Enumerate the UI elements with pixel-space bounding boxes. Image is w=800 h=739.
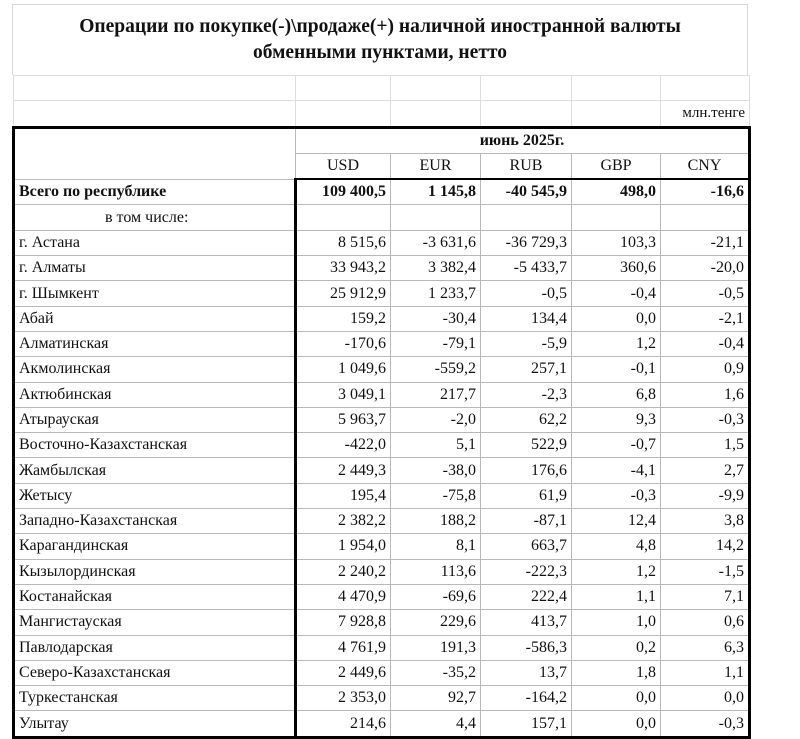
subheader-label: в том числе: bbox=[14, 205, 296, 230]
value-cell: 2 353,0 bbox=[296, 686, 391, 711]
value-cell: -35,2 bbox=[391, 660, 481, 685]
value-cell: 2,7 bbox=[661, 458, 750, 483]
table-row bbox=[14, 357, 750, 382]
value-cell: 360,6 bbox=[572, 256, 661, 281]
value-cell: 7,1 bbox=[661, 584, 750, 609]
row-label: Костанайская bbox=[14, 584, 296, 609]
unit-row bbox=[14, 101, 750, 127]
table-row bbox=[14, 711, 750, 737]
value-cell: -40 545,9 bbox=[481, 179, 572, 205]
value-cell: 2 240,2 bbox=[296, 559, 391, 584]
row-label: Всего по республике bbox=[14, 179, 296, 205]
value-cell: -20,0 bbox=[661, 256, 750, 281]
value-cell: 4 470,9 bbox=[296, 584, 391, 609]
value-cell: 217,7 bbox=[391, 382, 481, 407]
value-cell: 5 963,7 bbox=[296, 407, 391, 432]
value-cell: 0,0 bbox=[572, 711, 661, 737]
row-label: г. Алматы bbox=[14, 256, 296, 281]
value-cell: 1,8 bbox=[572, 660, 661, 685]
value-cell: -222,3 bbox=[481, 559, 572, 584]
value-cell: 25 912,9 bbox=[296, 281, 391, 306]
value-cell: -79,1 bbox=[391, 331, 481, 356]
table-row bbox=[14, 635, 750, 660]
value-cell: -1,5 bbox=[661, 559, 750, 584]
value-cell: 159,2 bbox=[296, 306, 391, 331]
value-cell: -30,4 bbox=[391, 306, 481, 331]
value-cell: -3 631,6 bbox=[391, 230, 481, 255]
value-cell: 8 515,6 bbox=[296, 230, 391, 255]
row-label: Алматинская bbox=[14, 331, 296, 356]
value-cell: -75,8 bbox=[391, 483, 481, 508]
row-label: Жамбылская bbox=[14, 458, 296, 483]
row-label: Атырауская bbox=[14, 407, 296, 432]
row-label: Туркестанская bbox=[14, 686, 296, 711]
value-cell: 1,1 bbox=[661, 660, 750, 685]
value-cell: 157,1 bbox=[481, 711, 572, 737]
table-row bbox=[14, 331, 750, 356]
value-cell: 1 049,6 bbox=[296, 357, 391, 382]
value-cell: -0,3 bbox=[661, 407, 750, 432]
value-cell: -0,5 bbox=[661, 281, 750, 306]
value-cell: -0,3 bbox=[572, 483, 661, 508]
value-cell: 62,2 bbox=[481, 407, 572, 432]
value-cell: 7 928,8 bbox=[296, 610, 391, 635]
row-label: Акмолинская bbox=[14, 357, 296, 382]
value-cell: 229,6 bbox=[391, 610, 481, 635]
value-cell: 13,7 bbox=[481, 660, 572, 685]
table-row bbox=[14, 534, 750, 559]
value-cell: 2 449,6 bbox=[296, 660, 391, 685]
value-cell: -4,1 bbox=[572, 458, 661, 483]
value-cell: 14,2 bbox=[661, 534, 750, 559]
value-cell: 413,7 bbox=[481, 610, 572, 635]
value-cell: 3,8 bbox=[661, 509, 750, 534]
value-cell: -0,5 bbox=[481, 281, 572, 306]
table-row bbox=[14, 230, 750, 255]
value-cell: -2,1 bbox=[661, 306, 750, 331]
row-label: Западно-Казахстанская bbox=[14, 509, 296, 534]
row-label: г. Шымкент bbox=[14, 281, 296, 306]
table-row bbox=[14, 433, 750, 458]
value-cell: 113,6 bbox=[391, 559, 481, 584]
value-cell: 498,0 bbox=[572, 179, 661, 205]
value-cell: 222,4 bbox=[481, 584, 572, 609]
value-cell: -170,6 bbox=[296, 331, 391, 356]
row-label: Северо-Казахстанская bbox=[14, 660, 296, 685]
value-cell: 1,2 bbox=[572, 559, 661, 584]
value-cell: 0,0 bbox=[661, 686, 750, 711]
value-cell: 3 382,4 bbox=[391, 256, 481, 281]
table-row bbox=[14, 686, 750, 711]
table-row bbox=[14, 559, 750, 584]
value-cell: -559,2 bbox=[391, 357, 481, 382]
spreadsheet bbox=[12, 4, 748, 739]
value-cell: -422,0 bbox=[296, 433, 391, 458]
value-cell: 6,8 bbox=[572, 382, 661, 407]
row-label: Карагандинская bbox=[14, 534, 296, 559]
row-label: Абай bbox=[14, 306, 296, 331]
value-cell: 5,1 bbox=[391, 433, 481, 458]
value-cell: 191,3 bbox=[391, 635, 481, 660]
value-cell: 0,6 bbox=[661, 610, 750, 635]
value-cell: 1,0 bbox=[572, 610, 661, 635]
value-cell: -0,3 bbox=[661, 711, 750, 737]
currency-operations-table bbox=[12, 75, 751, 739]
value-cell: -38,0 bbox=[391, 458, 481, 483]
empty-row bbox=[14, 76, 750, 101]
currency-header: RUB bbox=[481, 153, 572, 179]
value-cell: 0,9 bbox=[661, 357, 750, 382]
value-cell: -87,1 bbox=[481, 509, 572, 534]
unit-label: млн.тенге bbox=[661, 101, 750, 127]
value-cell: 663,7 bbox=[481, 534, 572, 559]
value-cell: 2 449,3 bbox=[296, 458, 391, 483]
table-row bbox=[14, 584, 750, 609]
table-row bbox=[14, 382, 750, 407]
value-cell: 1 954,0 bbox=[296, 534, 391, 559]
header-blank-cell bbox=[14, 127, 296, 179]
value-cell: 188,2 bbox=[391, 509, 481, 534]
value-cell: 103,3 bbox=[572, 230, 661, 255]
value-cell: 6,3 bbox=[661, 635, 750, 660]
period-header-row bbox=[14, 127, 750, 153]
value-cell: 1 145,8 bbox=[391, 179, 481, 205]
value-cell: 1,2 bbox=[572, 331, 661, 356]
table-row bbox=[14, 509, 750, 534]
total-row bbox=[14, 179, 750, 205]
table-row bbox=[14, 306, 750, 331]
value-cell: 1,1 bbox=[572, 584, 661, 609]
table-row bbox=[14, 458, 750, 483]
table-row bbox=[14, 256, 750, 281]
currency-header: GBP bbox=[572, 153, 661, 179]
value-cell: -5 433,7 bbox=[481, 256, 572, 281]
row-label: Павлодарская bbox=[14, 635, 296, 660]
value-cell: 1,6 bbox=[661, 382, 750, 407]
value-cell: 109 400,5 bbox=[296, 179, 391, 205]
value-cell: 195,4 bbox=[296, 483, 391, 508]
row-label: Улытау bbox=[14, 711, 296, 737]
value-cell: 1,5 bbox=[661, 433, 750, 458]
row-label: Кызылординская bbox=[14, 559, 296, 584]
row-label: Жетысу bbox=[14, 483, 296, 508]
value-cell: 0,0 bbox=[572, 686, 661, 711]
table-row bbox=[14, 610, 750, 635]
value-cell: 257,1 bbox=[481, 357, 572, 382]
value-cell: -21,1 bbox=[661, 230, 750, 255]
table-row bbox=[14, 483, 750, 508]
value-cell: 0,0 bbox=[572, 306, 661, 331]
value-cell: -5,9 bbox=[481, 331, 572, 356]
row-label: Восточно-Казахстанская bbox=[14, 433, 296, 458]
value-cell: -0,7 bbox=[572, 433, 661, 458]
title-line-2: обменными пунктами, нетто bbox=[253, 42, 507, 63]
value-cell: 4,8 bbox=[572, 534, 661, 559]
value-cell: 1 233,7 bbox=[391, 281, 481, 306]
value-cell: 0,2 bbox=[572, 635, 661, 660]
value-cell: 33 943,2 bbox=[296, 256, 391, 281]
value-cell: 3 049,1 bbox=[296, 382, 391, 407]
value-cell: -0,4 bbox=[572, 281, 661, 306]
row-label: г. Астана bbox=[14, 230, 296, 255]
currency-header: EUR bbox=[391, 153, 481, 179]
row-label: Актюбинская bbox=[14, 382, 296, 407]
table-row bbox=[14, 407, 750, 432]
table-row bbox=[14, 660, 750, 685]
value-cell: -164,2 bbox=[481, 686, 572, 711]
value-cell: 2 382,2 bbox=[296, 509, 391, 534]
currency-header: USD bbox=[296, 153, 391, 179]
value-cell: 9,3 bbox=[572, 407, 661, 432]
value-cell: 4 761,9 bbox=[296, 635, 391, 660]
row-label: Мангистауская bbox=[14, 610, 296, 635]
value-cell: -36 729,3 bbox=[481, 230, 572, 255]
value-cell: -586,3 bbox=[481, 635, 572, 660]
value-cell: 176,6 bbox=[481, 458, 572, 483]
value-cell: 4,4 bbox=[391, 711, 481, 737]
value-cell: -69,6 bbox=[391, 584, 481, 609]
value-cell: 134,4 bbox=[481, 306, 572, 331]
value-cell: -9,9 bbox=[661, 483, 750, 508]
value-cell: -2,3 bbox=[481, 382, 572, 407]
title-line-1: Операции по покупке(-)\продаже(+) наличной иностранной валюты bbox=[79, 16, 681, 37]
value-cell: 92,7 bbox=[391, 686, 481, 711]
value-cell: -16,6 bbox=[661, 179, 750, 205]
value-cell: -0,1 bbox=[572, 357, 661, 382]
subheader-row bbox=[14, 205, 750, 230]
table-title bbox=[12, 4, 748, 75]
value-cell: 522,9 bbox=[481, 433, 572, 458]
value-cell: 214,6 bbox=[296, 711, 391, 737]
value-cell: -2,0 bbox=[391, 407, 481, 432]
value-cell: 8,1 bbox=[391, 534, 481, 559]
value-cell: -0,4 bbox=[661, 331, 750, 356]
table-row bbox=[14, 281, 750, 306]
currency-header: CNY bbox=[661, 153, 750, 179]
value-cell: 12,4 bbox=[572, 509, 661, 534]
period-header: июнь 2025г. bbox=[296, 127, 750, 153]
value-cell: 61,9 bbox=[481, 483, 572, 508]
